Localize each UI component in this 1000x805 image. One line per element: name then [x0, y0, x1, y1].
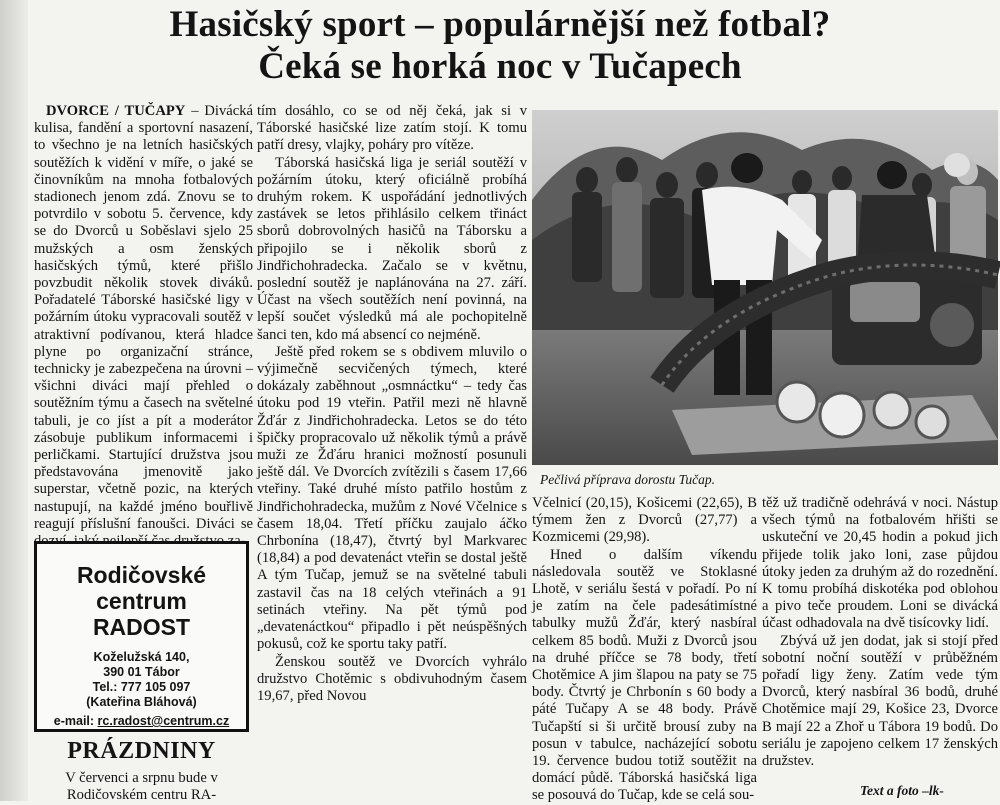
- article-paragraph: Táborská hasičská liga je seriál soutěží v požárním útoku, který oficiálně probíhá druhým rokem. K uspořádání jednotlivých zastávek se letos přihlásilo celkem třináct sborů dobrovolných hasičů na Táborsku a připojilo se i několik sborů z Jindřichohradecka. Začalo se v květnu, poslední soutěž je naplánována na 27. září. Účast na všech soutěžích není povinná, na lepší součet výsledků má ale pochopitelně šanci ten, kdo má absencí co nejméně.: [257, 154, 527, 343]
- ad-title-line-1: Rodičovské: [76, 562, 207, 588]
- article-paragraph: těž už tradičně odehrává v noci. Nástup všech týmů na fotbalovém hřišti se uskuteční ve 20,45 hodin a pokud jich přijede tolik jako loni, zase půjdou útoky jeden za druhým až do rozednění. K tomu probíhá diskotéka pod oblohou a pivo teče proudem. Loni se divácká účast odhadovala na dvě tisícovky lidí.: [762, 495, 998, 632]
- page-edge-shadow: [0, 0, 28, 801]
- paragraph-text: – Divácká kulisa, fandění a sportovní nasazení, to všechno je na letních hasičských soutěžích k vidění v míře, o jaké se činovníkům na mnoha fotbalových stadionech jenom zdá. Znovu se to potvrdilo v sobotu 5. července, kdy se do Dvorců u Soběslavi sjelo 25 mužských a osm ženských hasičských týmů, které přišlo povzbudit několik stovek diváků. Pořadatelé Táborské hasičské ligy v požárním útoku vypracovali soutěž v atraktivní podívanou, která hladce plyne po organizační stránce, technicky je zabezpečena na úrovni – všichni diváci mají přehled o soutěžním týmu a časech na světelné tabuli, je co jíst a pít a moderátor zásobuje publikum informacemi i perličkami. Startující družstva jsou představována jmenovitě jako superstar, včetně pozic, na kterých nastupují, na každé jméno bouřlivě reagují příslušní fanoušci. Diváci se: [34, 103, 253, 532]
- ad-phone: Tel.: 777 105 097: [92, 680, 191, 694]
- advertisement-holiday: [34, 732, 249, 804]
- ad-email-link[interactable]: rc.radost@centrum.cz: [97, 714, 230, 728]
- author-credit: Text a foto –lk-: [860, 783, 944, 798]
- ad-holiday-title: PRÁZDNINY: [67, 738, 216, 764]
- article-photo: [532, 110, 998, 465]
- ad-holiday-text: V červenci a srpnu bude v Rodičovském centru RA-: [65, 770, 218, 803]
- ad-address-street: Koželužská 140,: [93, 650, 190, 664]
- article-paragraph: tím dosáhlo, co se od něj čeká, jak si v Táborské hasičské lize zatím stojí. K tomu patří dresy, vlajky, poháry pro vítěze.: [257, 103, 527, 154]
- article-column-4: [762, 495, 998, 801]
- headline-line-1: Hasičský sport – populárnější než fotbal?: [169, 4, 831, 45]
- ad-title-line-2: centrum: [96, 588, 187, 614]
- article-paragraph: Včelnicí (20,15), Košicemi (22,65), B týmem žen z Dvorců (27,77) a Kozmicemi (29,98).: [532, 495, 757, 546]
- ad-title-line-3: RADOST: [92, 614, 191, 640]
- headline-line-2: Čeká se horká noc v Tučapech: [258, 46, 742, 87]
- headline: [0, 4, 1000, 88]
- advertisement-box: [34, 541, 249, 732]
- ad-contact-name: (Kateřina Bláhová): [86, 695, 197, 709]
- ad-email-label: e-mail:: [53, 714, 98, 728]
- article-paragraph: Hned o dalším víkendu následovala soutěž ve Stoklasné Lhotě, v seriálu šestá v pořadí. Po ní je zatím na čele padesátimístné tabulky mužů Žďár, který nasbíral celkem 85 bodů. Muži z Dvorců jsou na druhé příčce se 78 body, třetí Chotěmice A jim šlapou na paty se 75 body. Čtvrtý je Chrbonín s 60 body a páté Tučapy A se 48 body. Právě Tučapští si ši určitě brousí zuby na posun v tabulce, nacházející sobotu 19. července budou totiž soutěžit na domácí půdě. Táborská hasičská liga se posouvá do Tučap, kde se celá sou-: [532, 546, 757, 804]
- ad-email: [37, 714, 246, 729]
- article-column-2: [257, 103, 527, 801]
- article-paragraph: Zbývá už jen dodat, jak si stojí před sobotní noční soutěží v průběžném pořadí ligy ženy. Zatím vede tým Dvorců, který nasbíral 36 bodů, druhé Chotěmice mají 29, Košice 23, Dvorce B mají 22 a Zhoř u Tábora 19 bodů. Do seriálu je zapojeno celkem 17 ženských družstev.: [762, 632, 998, 770]
- article-column-1: [34, 103, 253, 533]
- article-paragraph: [34, 103, 253, 550]
- photo-caption: Pečlivá příprava dorostu Tučap.: [540, 472, 715, 487]
- article-paragraph: Ještě před rokem se s obdivem mluvilo o výjimečně secvičených týmech, které dokázaly zaběhnout „osmnáctku“ – tedy čas útoku pod 19 vteřin. Patřil mezi ně hlavně Žďár z Jindřichohradecka. Letos se do této špičky propracovalo už několik týmů a právě muži ze Žďáru hranici možností posunuli ještě dál. Ve Dvorcích zvítězili s časem 17,66 vteřiny. Také druhé místo patřilo hostům z Jindřichohradecka, mužům z Nové Včelnice s časem 18,04. Třetí příčku zaujalo áčko Chrbonína (18,47), čtvrtý byl Markvarec (18,84) a pod devatenáct vteřin se dostal ještě A tým Tučap, jemuž se na světelné tabuli zastavil čas na 18 celých vteřinách a 91 setinách vteřiny. Na pět týmů pod „devatenáctkou“ připadlo i pět neúspěšných pokusů, což ke sportu taky patří.: [257, 343, 527, 653]
- dateline: DVORCE / TUČAPY: [46, 103, 186, 119]
- article-paragraph: Ženskou soutěž ve Dvorcích vyhrálo družstvo Chotěmic s obdivuhodným časem 19,67, před Novou: [257, 653, 527, 704]
- article-column-3: [532, 495, 757, 804]
- ad-address-city: 390 01 Tábor: [103, 665, 180, 679]
- photo-firefighters: [532, 110, 998, 465]
